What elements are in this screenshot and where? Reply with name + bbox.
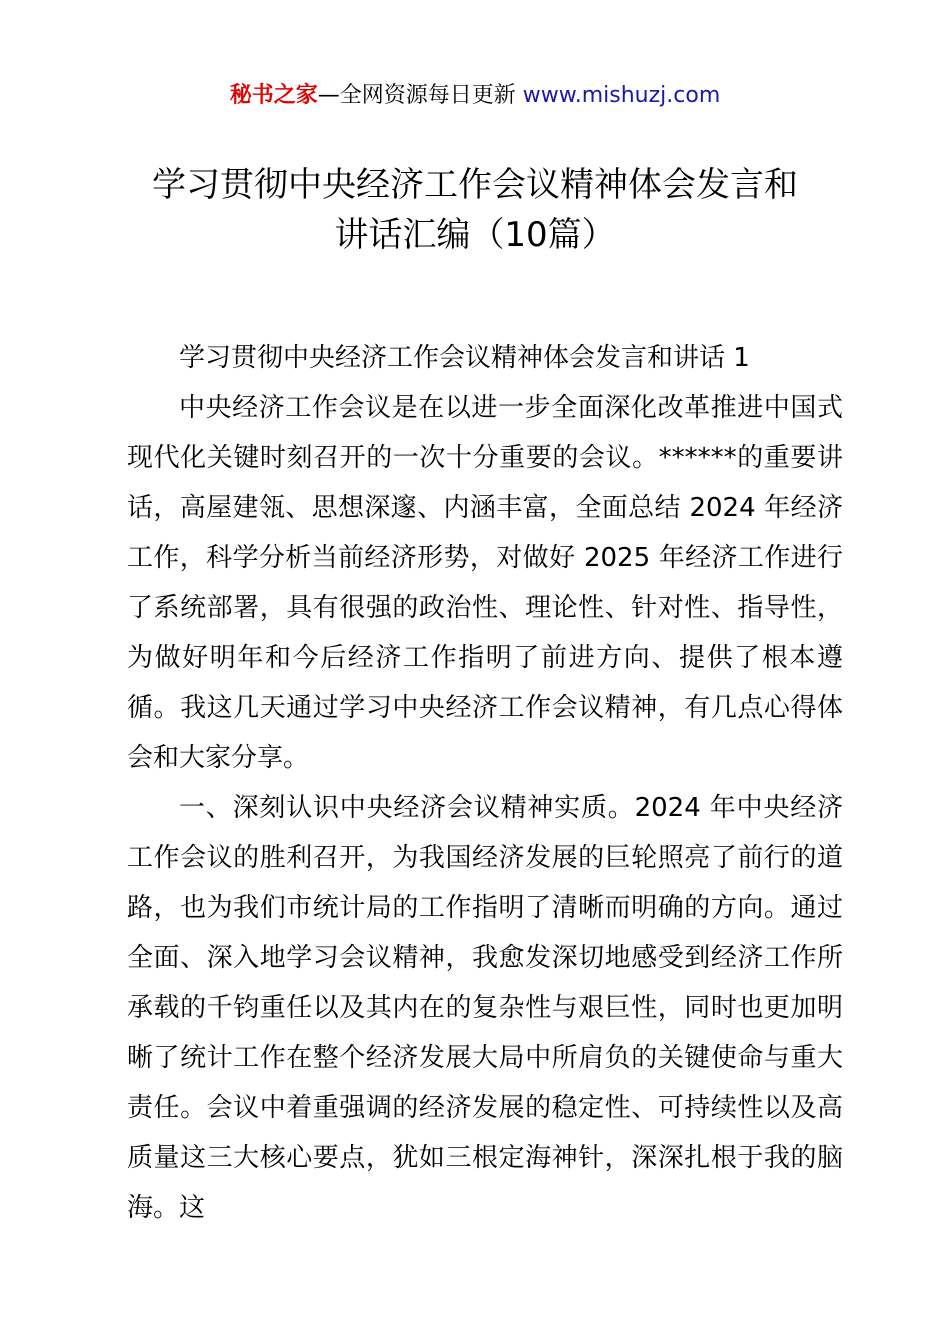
section-subtitle: 学习贯彻中央经济工作会议精神体会发言和讲话 1 [179, 343, 750, 373]
title-line-1: 学习贯彻中央经济工作会议精神体会发言和 [152, 165, 798, 205]
document-title [110, 160, 840, 260]
body-paragraph-2: 一、深刻认识中央经济会议精神实质。2024 年中央经济工作会议的胜利召开，为我国经济发展的巨轮照亮了前行的道路，也为我们市统计局的工作指明了清晰而明确的方向。通过全面、深入地学习会议精神，我愈发深切地感受到经济工作所承载的千钧重任以及其内在的复杂性与艰巨性，同时也更加明晰了统计工作在整个经济发展大局中所肩负的关键使命与重大责任。会议中着重强调的经济发展的稳定性、可持续性以及高质量这三大核心要点，犹如三根定海神针，深深扎根于我的脑海。这 [127, 793, 843, 1223]
site-url-link[interactable]: www.mishuzj.com [522, 83, 721, 108]
site-header [0, 80, 950, 112]
title-line-2: 讲话汇编（10篇） [334, 215, 616, 255]
brand-name: 秘书之家 [229, 83, 318, 108]
body-paragraph-1: 中央经济工作会议是在以进一步全面深化改革推进中国式现代化关键时刻召开的一次十分重要的会议。******的重要讲话，高屋建瓴、思想深邃、内涵丰富，全面总结 2024 年经济工作，科学分析当前经济形势，对做好 2025 年经济工作进行了系统部署，具有很强的政治性、理论性、针对性、指导性，为做好明年和今后经济工作指明了前进方向、提供了根本遵循。我这几天通过学习中央经济工作会议精神，有几点心得体会和大家分享。 [127, 393, 843, 773]
document-body [127, 333, 843, 1233]
brand-tagline: —全网资源每日更新 [317, 83, 516, 108]
